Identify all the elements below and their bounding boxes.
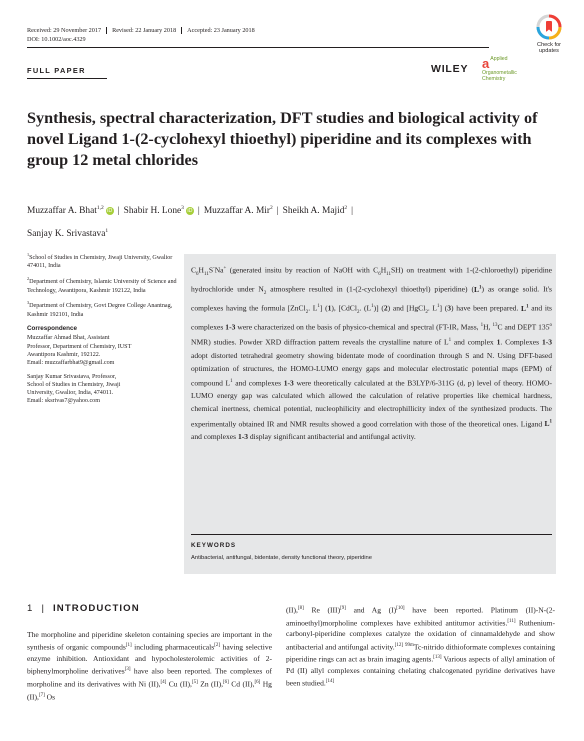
correspondence-email[interactable]: Email: muzzaffarbhat9@gmail.com bbox=[27, 360, 115, 367]
journal-logo-icon: a bbox=[482, 56, 490, 71]
separator bbox=[106, 27, 107, 34]
publisher-logo: WILEY bbox=[431, 63, 469, 75]
affiliation: $^1$School of Studies in Chemistry, Jiwaji University, Gwalior 474011, India bbox=[27, 252, 173, 270]
orcid-icon[interactable]: iD bbox=[107, 208, 113, 215]
correspondence-email[interactable]: Email: sksrivas7@yahoo.com bbox=[27, 398, 100, 405]
author-separator: | bbox=[197, 206, 200, 217]
keywords-heading: KEYWORDS bbox=[191, 542, 237, 549]
section-heading: 1 | INTRODUCTION bbox=[27, 603, 140, 614]
keywords-divider bbox=[191, 534, 552, 535]
affiliations bbox=[27, 251, 177, 406]
badge-line-2: updates bbox=[539, 48, 559, 55]
correspondence-heading: Correspondence bbox=[27, 325, 78, 333]
keywords-list: Antibacterial, antifungal, bidentate, density functional theory, piperidine bbox=[191, 555, 372, 561]
author-separator: | bbox=[117, 206, 120, 217]
journal-name-line: Organometallic bbox=[482, 70, 517, 76]
journal-name-line: Applied bbox=[490, 56, 508, 62]
journal-logo bbox=[482, 57, 517, 82]
author-name[interactable]: Muzzaffar A. Bhat$^{1,2}$ bbox=[27, 205, 104, 217]
correspondence-block: Muzzaffar Ahmad Bhat, Assistant Professor, Department of Chemistry, IUST Awantipora Kashmir, 192122. Email: muzzaffarbhat9@gmail.com Sanjay Kumar Srivastava, Professor, School of Studies in Chemistry, Jiwaji University, Gwalior, India, 474011. Email: sksrivas7@yahoo.com bbox=[27, 334, 177, 405]
revised-date: Revised: 22 January 2018 bbox=[112, 27, 177, 34]
author-name[interactable]: Shabir H. Lone$^3$ bbox=[123, 205, 184, 217]
affiliation: $^2$Department of Chemistry, Islamic University of Science and Technology, Awantipora, Kashmir 192122, India bbox=[27, 276, 177, 294]
article-history bbox=[27, 27, 527, 43]
affiliation: $^3$Department of Chemistry, Govt Degree College Anantnag, Kashmir 192101, India bbox=[27, 300, 173, 318]
intro-paragraph-left: The morpholine and piperidine skeleton containing species are important in the synthesis of organic compounds[1] including pharmaceuticals[2] having selective enzyme inhibition. Antioxidant and hypocholesterolemic activities of 2-biphenylmorpholine derivatives[3] have also been reported. The complexes of morpholine and its derivatives with Ni (II),[4] Cu (II),[5] Zn (II),[6] Cd (II),[6] Hg (II),[7] Os bbox=[27, 630, 273, 702]
accepted-date: Accepted: 23 January 2018 bbox=[187, 27, 255, 34]
author-name[interactable]: Sanjay K. Srivastava$^1$ bbox=[27, 228, 109, 240]
journal-name-line: Chemistry bbox=[482, 75, 506, 82]
author-name[interactable]: Muzzaffar A. Mir$^2$ bbox=[203, 205, 273, 217]
received-date: Received: 29 November 2017 bbox=[27, 27, 102, 34]
header-divider bbox=[27, 47, 489, 48]
check-for-updates-button[interactable] bbox=[526, 14, 572, 60]
author-separator: | bbox=[276, 206, 279, 217]
intro-paragraph-right: (II),[8] Re (III)[9] and Ag (I)[10] have been reported. Platinum (II)-N-(2-aminoethyl)morpholine complexes have exhibited antitumor activities.[11] Ruthenium-carbonyl-piperidine complexes catalyze the oxidation of cinnamaldehyde and show antibacterial and antifungal activity.[12] $^{99m}$Tc-nitrido dithioformate complexes containing piperidine rings can act as brain imaging agents.[13] Various aspects of allyl amination of Pd (II) allyl complexes containing chelating chalcogenated pyridine derivatives have been studied.[14] bbox=[286, 605, 555, 688]
crossmark-icon bbox=[536, 14, 562, 40]
paper-title: Synthesis, spectral characterization, DFT studies and biological activity of novel Ligand 1-(2-cyclohexyl thioethyl) piperidine and its complexes with group 12 metal chlorides bbox=[27, 109, 538, 169]
abstract-text: $C_6H_{11}S^-Na^+$ (generated insitu by reaction of NaOH with $C_6H_{11}SH$) on treatment with 1-(2-chloroethyl) piperidine hydrochloride under $N_2$ atmosphere resulted in (1-(2-cyclohexyl thioethyl) piperidine) $(L^1)$ as orange solid. It's complexes having the formula [ZnCl$_2$. $L^1$] (1), [CdCl$_2$. $(L^1)$] (2) and [HgCl$_2$. $L^1$] (3) have been prepared. $L^1$ and its complexes 1-3 were characterized on the basis of physico-chemical and spectral (FT-IR, Mass, $^1$H, $^{13}$C and DEPT 135$^o$ NMR) studies. Powder XRD diffraction pattern reveals the crystalline nature of $L^1$ and complex 1. Complexes 1-3 adopt distorted tetrahedral geometry showing bidentate mode of coordination through S and N. Using DFT-based optimization of structures, the HOMO-LUMO energy gaps and molecular electrostatic potential maps (EPM) of compound $L^1$ and complexes 1-3 were theoretically calculated at the B3LYP/6-311G (d, p) level of theory. HOMO-LUMO energy gap was calculated which allowed the calculation of relative properties like chemical hardness, chemical inertness, chemical potential, nucleophilicity and electrophillicity index of the synthesized products. The experimentally obtained IR and NMR results showed a good correlation with those of the theoretical ones. Ligand $L^1$ and complexes 1-3 display significant antibacterial and antifungal activity. bbox=[191, 265, 552, 442]
article-type: FULL PAPER bbox=[27, 66, 86, 75]
orcid-icon[interactable]: iD bbox=[187, 208, 193, 215]
author-separator: | bbox=[351, 206, 354, 217]
separator bbox=[181, 27, 182, 34]
author-list bbox=[27, 198, 547, 244]
badge-line-1: Check for bbox=[537, 42, 561, 48]
doi-link[interactable]: DOI: 10.1002/aoc.4329 bbox=[27, 36, 86, 43]
author-name[interactable]: Sheikh A. Majid$^2$ bbox=[282, 205, 348, 217]
article-type-underline bbox=[27, 78, 107, 79]
